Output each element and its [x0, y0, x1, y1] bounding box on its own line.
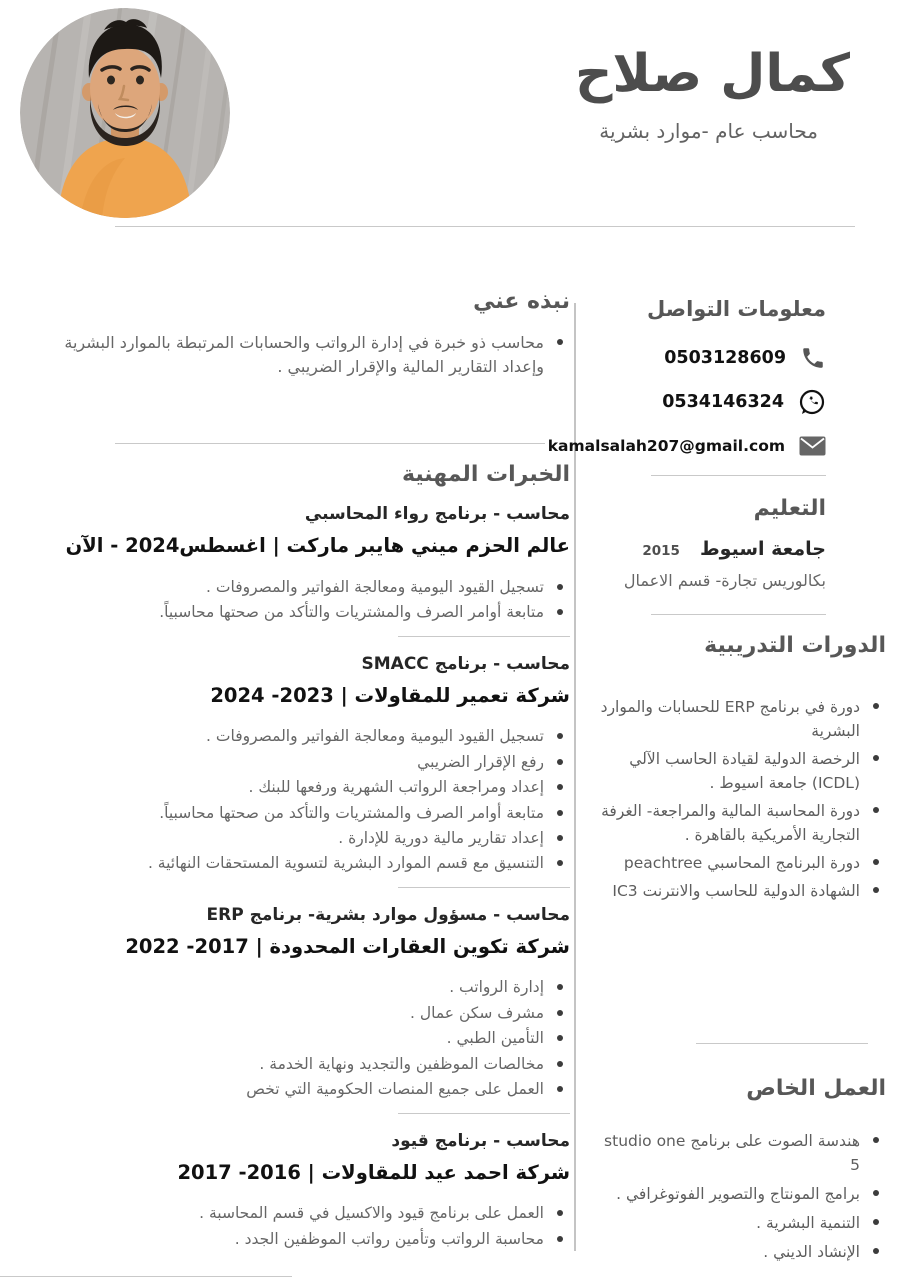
job-entry	[60, 653, 570, 875]
experience-title: الخبرات المهنية	[401, 461, 570, 487]
job-bullet: إعداد تقارير مالية دورية للإدارة .	[60, 827, 570, 849]
whatsapp-number: 0534146324	[662, 392, 784, 413]
job-bullet-list	[60, 725, 570, 875]
job-bullet-list	[60, 1202, 570, 1250]
job-bullet: رفع الإقرار الضريبي	[60, 751, 570, 773]
section-divider	[115, 443, 545, 444]
course-item: الرخصة الدولية لقيادة الحاسب الآلي (ICDL) جامعة اسيوط .	[590, 747, 886, 795]
candidate-name: كمال صلاح	[574, 44, 850, 104]
education-title: التعليم	[753, 496, 826, 522]
job-role: محاسب - مسؤول موارد بشرية- برنامج ERP	[206, 904, 570, 925]
courses-section	[590, 631, 886, 903]
job-divider	[398, 887, 570, 888]
job-bullet: التنسيق مع قسم الموارد البشرية لتسوية المستحقات النهائية .	[60, 852, 570, 874]
about-section	[60, 287, 570, 379]
course-item: دورة البرنامج المحاسبي peachtree	[590, 851, 886, 875]
sidebar-divider	[651, 614, 826, 615]
phone-icon	[800, 345, 826, 371]
job-divider	[398, 1113, 570, 1114]
main-column	[60, 287, 570, 1253]
job-entry	[60, 503, 570, 623]
job-company-dates: عالم الحزم ميني هايبر ماركت | اغسطس2024 - الآن	[65, 534, 570, 558]
job-bullet: محاسبة الرواتب وتأمين رواتب الموظفين الجدد .	[60, 1228, 570, 1250]
personal-work-title: العمل الخاص	[746, 1075, 886, 1101]
job-bullet: إدارة الرواتب .	[60, 976, 570, 998]
education-entry	[590, 536, 826, 563]
job-company-dates: شركة احمد عيد للمقاولات | 2016- 2017	[177, 1160, 570, 1184]
about-title: نبذه عني	[473, 289, 570, 314]
whatsapp-row	[590, 387, 826, 417]
contact-section	[547, 295, 886, 461]
experience-section	[60, 460, 570, 1250]
job-bullet: تسجيل القيود اليومية ومعالجة الفواتير والمصروفات .	[60, 576, 570, 598]
header	[430, 42, 850, 143]
degree-name: بكالوريس تجارة- قسم الاعمال	[623, 570, 826, 590]
school-name: جامعة اسيوط	[699, 538, 826, 561]
about-list	[60, 331, 570, 379]
job-bullet: متابعة أوامر الصرف والمشتريات والتأكد من صحتها محاسبياً.	[60, 601, 570, 623]
course-item: الشهادة الدولية للحاسب والانترنت IC3	[590, 879, 886, 903]
personal-work-item: التنمية البشرية .	[590, 1211, 886, 1235]
job-bullet: متابعة أوامر الصرف والمشتريات والتأكد من صحتها محاسبياً.	[60, 802, 570, 824]
job-bullet: التأمين الطبي .	[60, 1027, 570, 1049]
personal-work-list	[590, 1129, 886, 1264]
email-icon	[799, 436, 826, 456]
job-role: محاسب - برنامج قيود	[391, 1130, 570, 1151]
courses-title: الدورات التدريبية	[704, 632, 886, 658]
job-company-dates: شركة تكوين العقارات المحدودة | 2017- 2022	[125, 935, 570, 959]
job-bullet: العمل على جميع المنصات الحكومية التي تخص	[60, 1078, 570, 1100]
whatsapp-icon	[798, 388, 826, 416]
email-address: kamalsalah207@gmail.com	[547, 437, 785, 456]
sidebar-divider	[696, 1043, 868, 1044]
about-item: محاسب ذو خبرة في إدارة الرواتب والحسابات المرتبطة بالموارد البشرية وإعداد التقارير المالية والإقرار الضريبي .	[60, 331, 570, 379]
job-divider	[398, 636, 570, 637]
sidebar	[547, 287, 886, 1269]
job-bullet: العمل على برنامج قيود والاكسيل في قسم المحاسبة .	[60, 1202, 570, 1224]
phone-number: 0503128609	[664, 348, 786, 369]
education-section	[590, 494, 886, 591]
job-company-dates: شركة تعمير للمقاولات | 2023- 2024	[210, 683, 570, 707]
profile-photo	[20, 8, 230, 218]
personal-work-item: الإنشاد الديني .	[590, 1240, 886, 1264]
job-entry	[60, 1130, 570, 1250]
profile-photo-illustration	[20, 8, 230, 218]
graduation-year: 2015	[642, 543, 680, 560]
personal-work-item: هندسة الصوت على برنامج studio one 5	[590, 1129, 886, 1177]
course-item: دورة في برنامج ERP للحسابات والموارد البشرية	[590, 695, 886, 743]
personal-work-item: برامج المونتاج والتصوير الفوتوغرافي .	[590, 1182, 886, 1206]
email-row	[547, 431, 826, 461]
job-role: محاسب - برنامج رواء المحاسبي	[304, 504, 570, 525]
contact-title: معلومات التواصل	[647, 297, 826, 321]
sidebar-divider	[651, 475, 826, 476]
job-bullet-list	[60, 976, 570, 1100]
courses-list	[590, 695, 886, 903]
job-entry	[60, 904, 570, 1101]
page-break-line	[0, 1276, 292, 1277]
phone-row	[590, 343, 826, 373]
personal-work-section	[590, 1074, 886, 1265]
job-bullet: مشرف سكن عمال .	[60, 1002, 570, 1024]
job-bullet: إعداد ومراجعة الرواتب الشهرية ورفعها للبنك .	[60, 776, 570, 798]
course-item: دورة المحاسبة المالية والمراجعة- الغرفة التجارية الأمريكية بالقاهرة .	[590, 799, 886, 847]
job-role: محاسب - برنامج SMACC	[361, 653, 570, 674]
header-divider	[115, 226, 855, 227]
job-bullet: تسجيل القيود اليومية ومعالجة الفواتير والمصروفات .	[60, 725, 570, 747]
candidate-job-title: محاسب عام -موارد بشرية	[599, 119, 818, 143]
job-bullet: مخالصات الموظفين والتجديد ونهاية الخدمة .	[60, 1053, 570, 1075]
job-bullet-list	[60, 576, 570, 624]
